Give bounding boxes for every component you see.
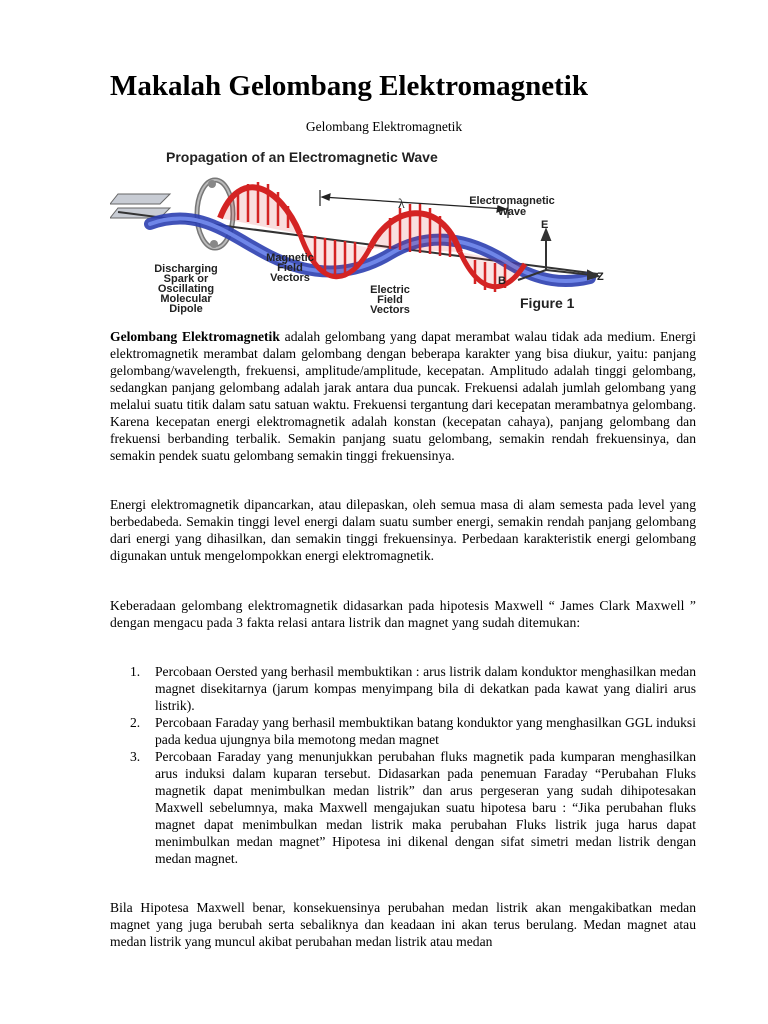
z-axis-label: Z — [597, 271, 604, 283]
page-title: Makalah Gelombang Elektromagnetik — [110, 70, 588, 102]
list-item-number: 3. — [130, 749, 141, 764]
list-item — [130, 714, 696, 748]
electric-label-2: Field — [377, 294, 403, 306]
figure-heading: Propagation of an Electromagnetic Wave — [166, 149, 438, 165]
paragraph-4: Bila Hipotesa Maxwell benar, konsekuensinya perubahan medan listrik akan mengakibatkan medan magnet yang juga berubah serta sebaliknya dan keadaan ini akan terus berulang. Medan magnet atau medan listrik yang muncul akibat perubahan medan listrik atau medan — [110, 900, 696, 949]
list-item — [130, 748, 696, 867]
list-item-text: Percobaan Faraday yang berhasil membuktikan batang konduktor yang menghasilkan GGL induksi pada kedua ujungnya bila memotong medan magnet — [155, 715, 696, 747]
paragraph-1-lead: Gelombang Elektromagnetik — [110, 329, 280, 344]
list-item-text: Percobaan Oersted yang berhasil membuktikan : arus listrik dalam konduktor menghasilkan medan magnet disekitarnya (jarum kompas menyimpang bila di dekatkan pada kawat yang dialiri arus listrik). — [155, 664, 696, 713]
list-item-text: Percobaan Faraday yang menunjukkan perubahan fluks magnetik pada kumparan menghasilkan arus induksi dalam kuparan tersebut. Didasarkan pada penemuan Faraday “Perubahan Fluks magnetik dapat menimbulkan medan listrik” dan arus pergeseran yang sudah dihipotesakan Maxwell sebelumnya, maka Maxwell mengajukan suatu hipotesa baru : “Jika perubahan fluks magnet dapat menimbulkan medan listrik maka perubahan Fluks listrik juga harus dapat menimbulkan medan magnet” Hipotesa ini dikenal dengan sifat simetri medan listrik dengan medan magnet. — [155, 749, 696, 866]
paragraph-1 — [110, 328, 696, 464]
paragraph-2: Energi elektromagnetik dipancarkan, atau dilepaskan, oleh semua masa di alam semesta pada level yang berbedabeda. Semakin tinggi level energi dalam suatu sumber energi, semakin rendah panjang gelombang dari energi yang dihasilkan, dan semakin tinggi frekuensinya. Perbedaan karakteristik energi gelombang digunakan untuk mengelompokkan energi elektromagnetik. — [110, 497, 696, 563]
lambda-label: λ — [398, 197, 405, 212]
fact-list — [130, 663, 696, 867]
electric-label-1: Electric — [370, 284, 410, 296]
figure-caption: Gelombang Elektromagnetik — [305, 119, 463, 134]
em-wave-illustration — [110, 146, 610, 316]
dipole-label-4: Molecular — [160, 293, 212, 305]
paragraph-3: Keberadaan gelombang elektromagnetik didasarkan pada hipotesis Maxwell “ James Clark Maxwell ” dengan mengacu pada 3 fakta relasi antara listrik dan magnet yang sudah ditemukan: — [110, 598, 696, 630]
b-axis-label: B — [498, 275, 506, 287]
list-item — [130, 663, 696, 714]
magnetic-label-1: Magnetic — [266, 252, 314, 264]
electric-label-3: Vectors — [370, 304, 410, 316]
e-axis-label: E — [541, 219, 549, 231]
em-wave-figure — [110, 146, 610, 316]
dipole-label-5: Dipole — [169, 303, 203, 315]
paragraph-1-text: adalah gelombang yang dapat merambat walau tidak ada medium. Energi elektromagnetik merambat dalam gelombang dengan beberapa karakter yang bisa diukur, yaitu: panjang gelombang/wavelength, frekuensi, amplitude/amplitude, kecepatan. Amplitudo adalah tinggi gelombang, sedangkan panjang gelombang adalah jarak antara dua puncak. Frekuensi adalah jumlah gelombang yang melalui suatu titik dalam satu satuan waktu. Frekuensi tergantung dari kecepatan merambatnya gelombang. Karena kecepatan energi elektromagnetik adalah konstan (kecepatan cahaya), panjang gelombang dan frekuensi berbanding terbalik. Semakin panjang suatu gelombang, semakin rendah frekuensinya, dan semakin pendek suatu gelombang semakin tinggi frekuensinya. — [110, 329, 696, 463]
magnetic-label-3: Vectors — [270, 272, 310, 284]
dipole-label-3: Oscillating — [157, 283, 215, 295]
list-item-number: 2. — [130, 715, 141, 730]
figure-number-label: Figure 1 — [520, 295, 575, 311]
em-wave-label-1: Electromagnetic — [469, 195, 555, 207]
dipole-label-2: Spark or — [163, 273, 209, 285]
magnetic-label-2: Field — [277, 262, 303, 274]
dipole-label-1: Discharging — [154, 263, 218, 275]
em-wave-label-2: Wave — [497, 206, 527, 218]
list-item-number: 1. — [130, 664, 141, 679]
